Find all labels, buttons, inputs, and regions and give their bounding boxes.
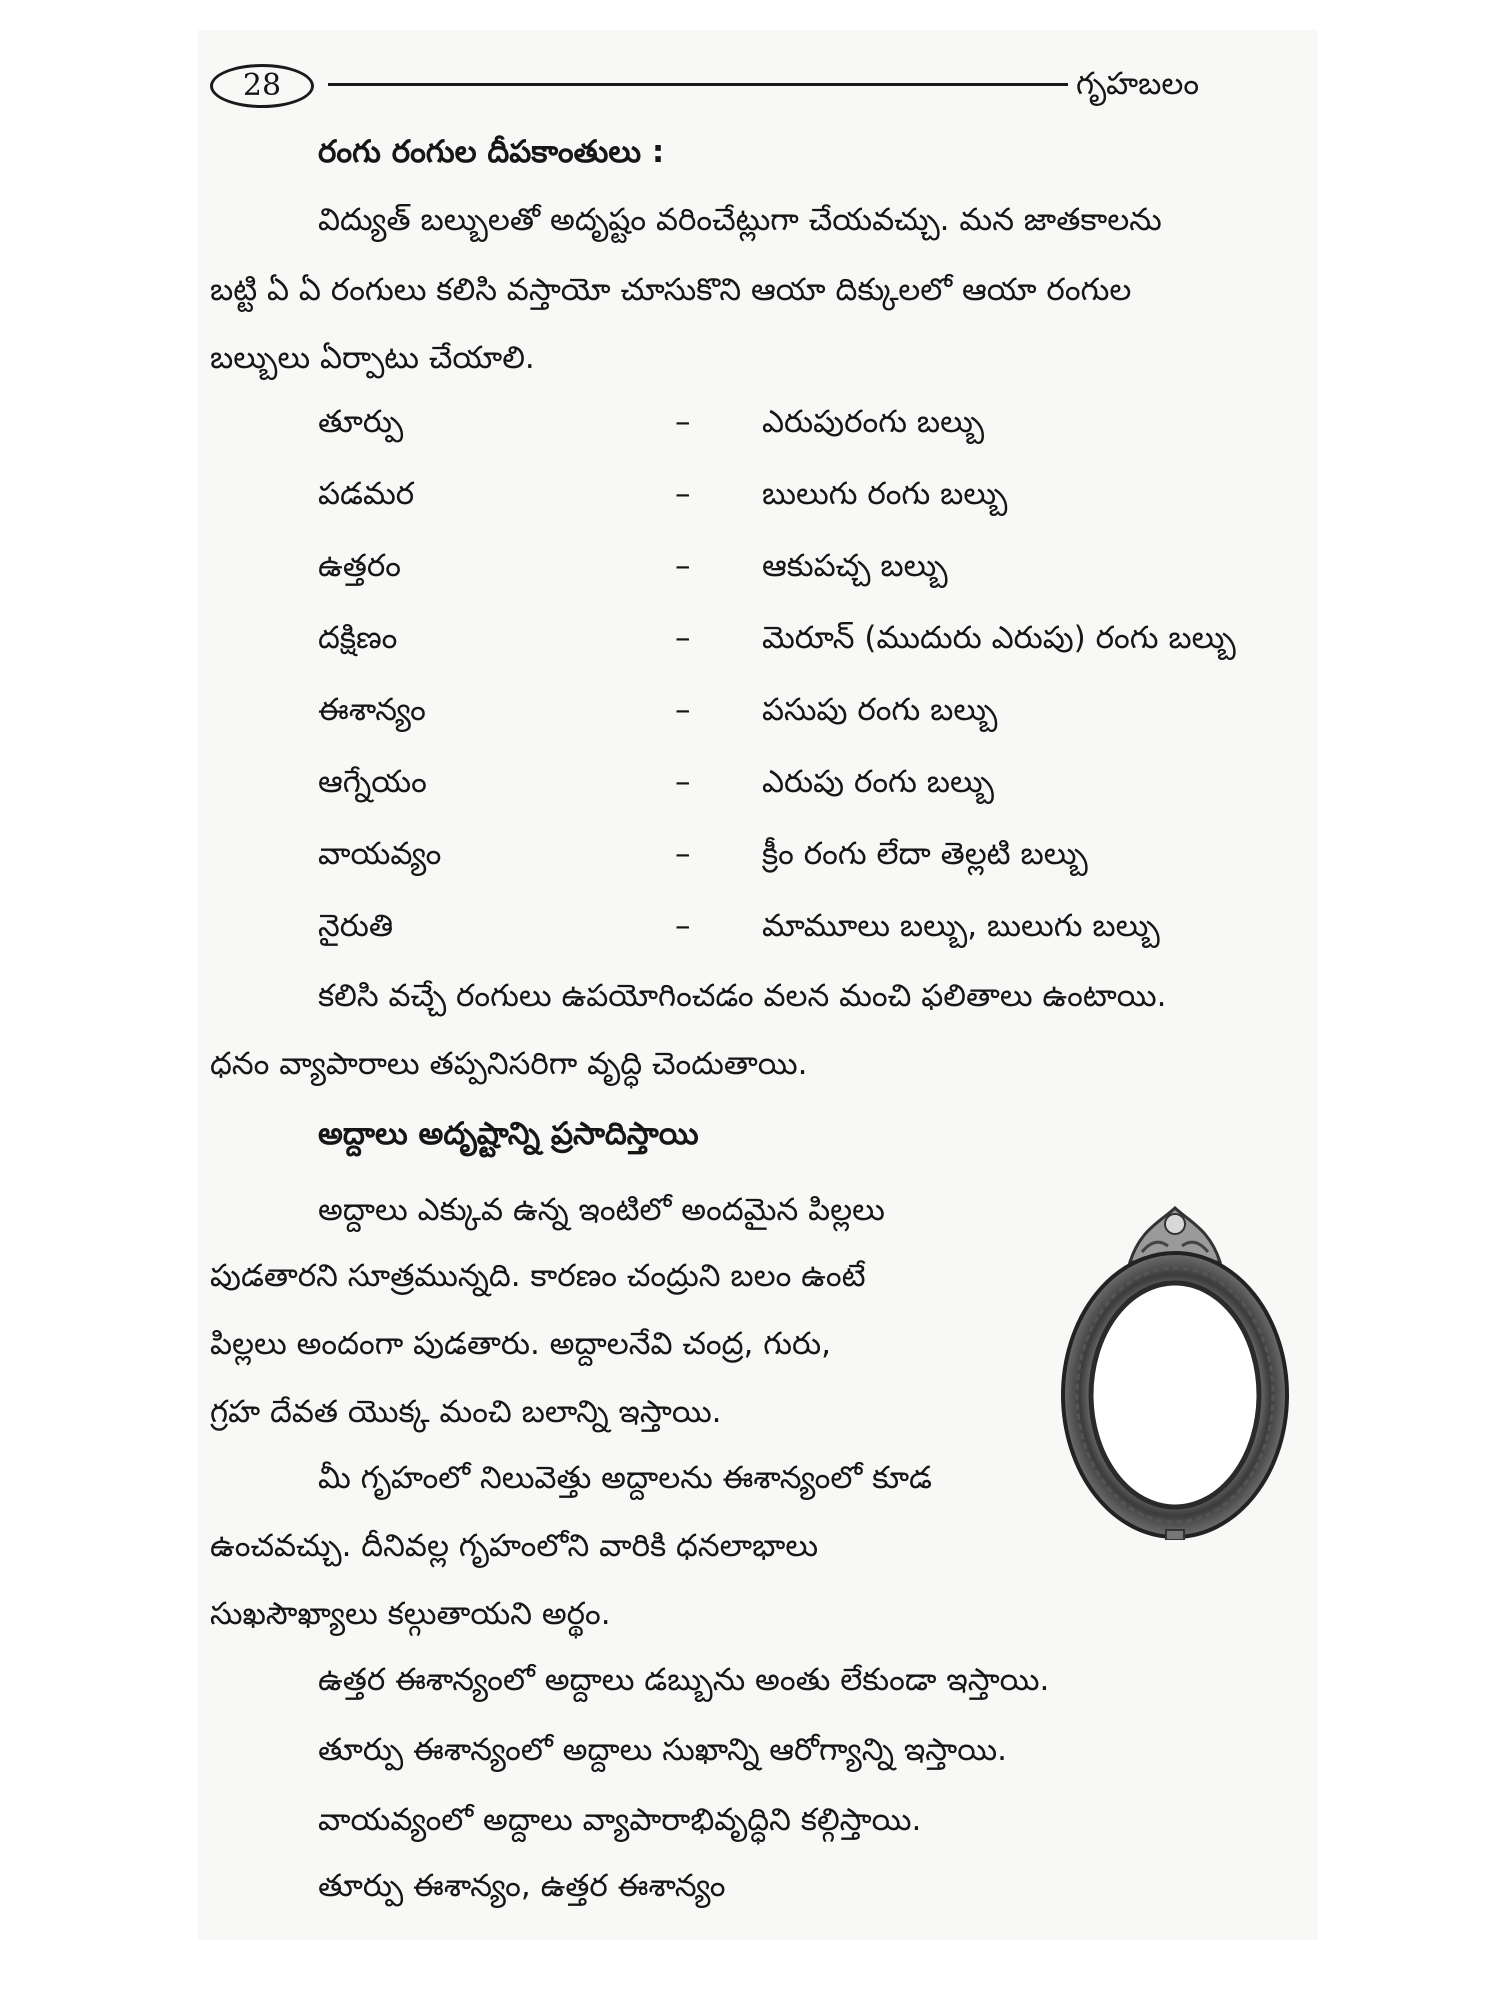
paragraph-line: కలిసి వచ్చే రంగులు ఉపయోగించడం వలన మంచి ఫలితాలు ఉంటాయి. (318, 978, 1167, 1014)
paragraph-line: మీ గృహంలో నిలువెత్తు అద్దాలను ఈశాన్యంలో కూడ (318, 1460, 932, 1496)
page-number: 28 (210, 64, 314, 108)
direction-label: పడమర (318, 476, 415, 512)
dash-separator: – (675, 692, 691, 728)
dash-separator: – (675, 908, 691, 944)
paragraph-line: పిల్లలు అందంగా పుడతారు. అద్దాలనేవి చంద్ర, గురు, (210, 1326, 831, 1362)
bulb-color: మామూలు బల్బు, బులుగు బల్బు (762, 908, 1160, 944)
dash-separator: – (675, 620, 691, 656)
section-heading-colored-lights: రంగు రంగుల దీపకాంతులు : (318, 134, 665, 170)
ornate-mirror-illustration (1050, 1200, 1300, 1540)
bulb-color: ఎరుపు రంగు బల్బు (762, 764, 995, 800)
bulb-color: ఎరుపురంగు బల్బు (762, 404, 985, 440)
dash-separator: – (675, 476, 691, 512)
direction-label: వాయవ్యం (318, 836, 442, 872)
direction-label: ఈశాన్యం (318, 692, 426, 728)
bulb-color: పసుపు రంగు బల్బు (762, 692, 998, 728)
page-header (210, 62, 1260, 114)
direction-label: ఉత్తరం (318, 548, 401, 584)
statement-line: తూర్పు ఈశాన్యంలో అద్దాలు సుఖాన్ని ఆరోగ్యాన్ని ఇస్తాయి. (318, 1732, 1007, 1768)
direction-label: దక్షిణం (318, 620, 398, 656)
running-title: గృహబలం (1076, 66, 1200, 102)
statement-line: ఉత్తర ఈశాన్యంలో అద్దాలు డబ్బును అంతు లేకుండా ఇస్తాయి. (318, 1662, 1050, 1698)
bulb-color: ఆకుపచ్చ బల్బు (762, 548, 948, 584)
paragraph-line: బట్టి ఏ ఏ రంగులు కలిసి వస్తాయో చూసుకొని ఆయా దిక్కులలో ఆయా రంగుల (210, 272, 1132, 308)
direction-label: ఆగ్నేయం (318, 764, 427, 800)
dash-separator: – (675, 836, 691, 872)
paragraph-line: బల్బులు ఏర్పాటు చేయాలి. (210, 340, 535, 376)
dash-separator: – (675, 548, 691, 584)
dash-separator: – (675, 404, 691, 440)
statement-line: వాయవ్యంలో అద్దాలు వ్యాపారాభివృద్ధిని కల్గిస్తాయి. (318, 1802, 922, 1838)
direction-label: తూర్పు (318, 404, 404, 440)
bulb-color: మెరూన్ (ముదురు ఎరుపు) రంగు బల్బు (762, 620, 1236, 656)
paragraph-line: సుఖసౌఖ్యాలు కల్గుతాయని అర్థం. (210, 1596, 611, 1632)
header-rule (328, 83, 1068, 86)
dash-separator: – (675, 764, 691, 800)
paragraph-line: పుడతారని సూత్రమున్నది. కారణం చంద్రుని బలం ఉంటే (210, 1258, 866, 1294)
section-heading-mirrors: అద్దాలు అదృష్టాన్ని ప్రసాదిస్తాయి (318, 1116, 699, 1152)
paragraph-line: గ్రహ దేవత యొక్క మంచి బలాన్ని ఇస్తాయి. (210, 1394, 722, 1430)
bulb-color: బులుగు రంగు బల్బు (762, 476, 1008, 512)
statement-line: తూర్పు ఈశాన్యం, ఉత్తర ఈశాన్యం (318, 1868, 726, 1904)
direction-label: నైరుతి (318, 908, 394, 944)
paragraph-line: అద్దాలు ఎక్కువ ఉన్న ఇంటిలో అందమైన పిల్లలు (318, 1192, 885, 1228)
paragraph-line: ఉంచవచ్చు. దీనివల్ల గృహంలోని వారికి ధనలాభాలు (210, 1528, 819, 1564)
paragraph-line: విద్యుత్ బల్బులతో అదృష్టం వరించేట్లుగా చేయవచ్చు. మన జాతకాలను (318, 202, 1162, 238)
bulb-color: క్రీం రంగు లేదా తెల్లటి బల్బు (762, 836, 1088, 872)
paragraph-line: ధనం వ్యాపారాలు తప్పనిసరిగా వృద్ధి చెందుతాయి. (210, 1046, 808, 1082)
